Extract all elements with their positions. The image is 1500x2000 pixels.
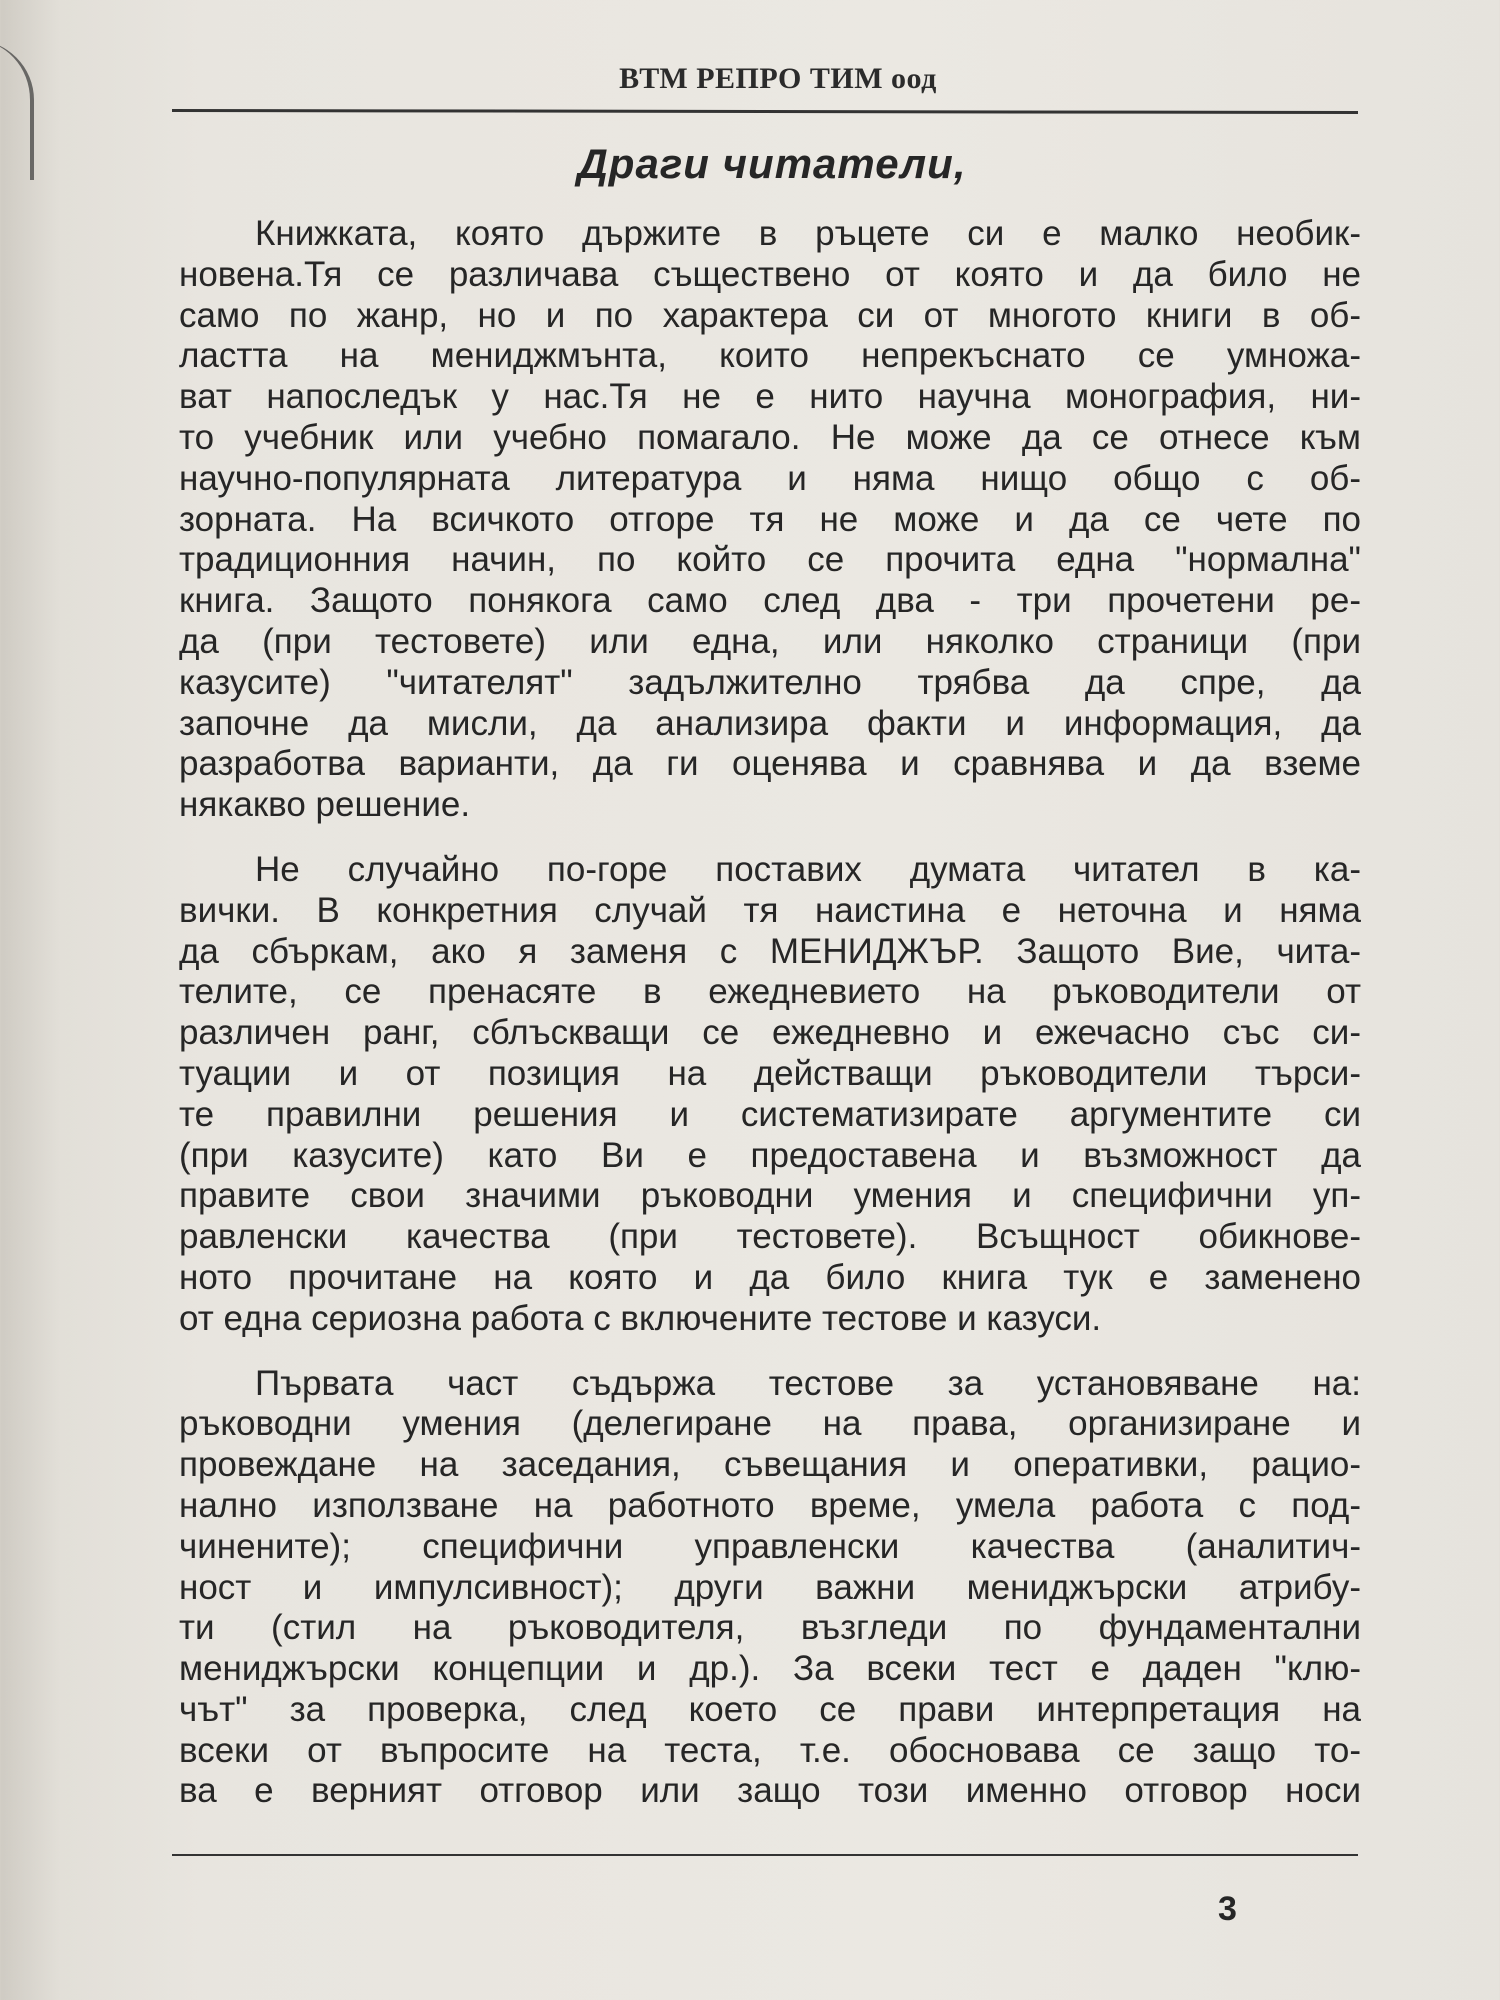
text-line: ното прочитане на която и да било книга тук е заменено	[179, 1257, 1361, 1297]
text-line: започне да мисли, да анализира факти и информация, да	[179, 703, 1361, 743]
text-line: да сбъркам, ако я заменя с МЕНИДЖЪР. Защото Вие, чита-	[179, 931, 1361, 971]
paragraph-gap	[179, 826, 1361, 850]
footer-rule	[172, 1854, 1358, 1856]
header-rule	[172, 109, 1358, 114]
body-text	[179, 214, 1361, 1812]
text-line: новена.Тя се различава съществено от която и да било не	[179, 254, 1361, 294]
text-line: Книжката, която държите в ръцете си е малко необик-	[255, 214, 1361, 253]
text-line: някакво решение.	[179, 785, 471, 825]
text-line: различен ранг, сблъскващи се ежедневно и ежечасно със си-	[179, 1013, 1361, 1053]
text-line: Първата част съдържа тестове за установяване на:	[255, 1363, 1361, 1403]
text-line: те правилни решения и систематизирате аргументите си	[179, 1094, 1361, 1134]
text-line: ръководни умения (делегиране на права, организиране и	[179, 1404, 1361, 1444]
text-line: Не случайно по-горе поставих думата читател в ка-	[255, 849, 1361, 889]
text-line: всеки от въпросите на теста, т.е. обосновава се защо то-	[179, 1730, 1361, 1770]
text-line: вички. В конкретния случай тя наистина е неточна и няма	[179, 890, 1361, 930]
paragraph	[179, 214, 1361, 826]
text-line: ност и импулсивност); други важни мениджърски атрибу-	[179, 1567, 1361, 1607]
text-line: разработва варианти, да ги оценява и сравнява и да вземе	[179, 744, 1361, 784]
text-line: чът" за проверка, след което се прави интерпретация на	[179, 1689, 1361, 1729]
paragraph	[179, 1364, 1361, 1813]
text-line: то учебник или учебно помагало. Не може да се отнесе към	[179, 417, 1361, 457]
text-line: казусите) "читателят" задължително трябва да спре, да	[179, 662, 1361, 702]
text-line: нално използване на работното време, умела работа с под-	[179, 1485, 1361, 1525]
text-line: телите, се пренасяте в ежедневието на ръководители от	[179, 972, 1361, 1012]
text-line: да (при тестовете) или една, или няколко страници (при	[179, 621, 1361, 661]
paragraph	[179, 850, 1361, 1340]
page-number: 3	[1218, 1890, 1237, 1928]
text-line: ластта на мениджмънта, които непрекъснато се умножа-	[179, 336, 1361, 376]
text-line: традиционния начин, по който се прочита една "нормална"	[179, 540, 1361, 580]
running-header: ВТМ РЕПРО ТИМ оод	[619, 62, 937, 95]
text-line: научно-популярната литература и няма нищо общо с об-	[179, 458, 1361, 498]
text-line: чинените); специфични управленски качества (аналитич-	[179, 1526, 1361, 1566]
paragraph-gap	[179, 1340, 1361, 1364]
text-line: мениджърски концепции и др.). За всеки тест е даден "клю-	[179, 1649, 1361, 1689]
text-line: зорната. На всичкото отгоре тя не може и да се чете по	[179, 499, 1361, 539]
text-line: само по жанр, но и по характера си от многото книги в об-	[179, 295, 1361, 335]
text-line: ва е верният отговор или защо този именно отговор носи	[179, 1771, 1361, 1811]
text-line: туации и от позиция на действащи ръководители търси-	[179, 1053, 1361, 1093]
text-line: ват напоследък у нас.Тя не е нито научна монография, ни-	[179, 377, 1361, 417]
text-line: от една сериозна работа с включените тестове и казуси.	[179, 1298, 1102, 1338]
text-line: (при казусите) като Ви е предоставена и възможност да	[179, 1135, 1361, 1175]
text-line: провеждане на заседания, съвещания и оперативки, рацио-	[179, 1445, 1361, 1485]
text-line: книга. Защото понякога само след два - три прочетени ре-	[179, 581, 1361, 621]
text-line: равленски качества (при тестовете). Всъщност обикнове-	[179, 1217, 1361, 1257]
text-line: ти (стил на ръководителя, възгледи по фундаментални	[179, 1608, 1361, 1648]
text-line: правите свои значими ръководни умения и специфични уп-	[179, 1176, 1361, 1216]
page-title: Драги читатели,	[577, 140, 967, 187]
